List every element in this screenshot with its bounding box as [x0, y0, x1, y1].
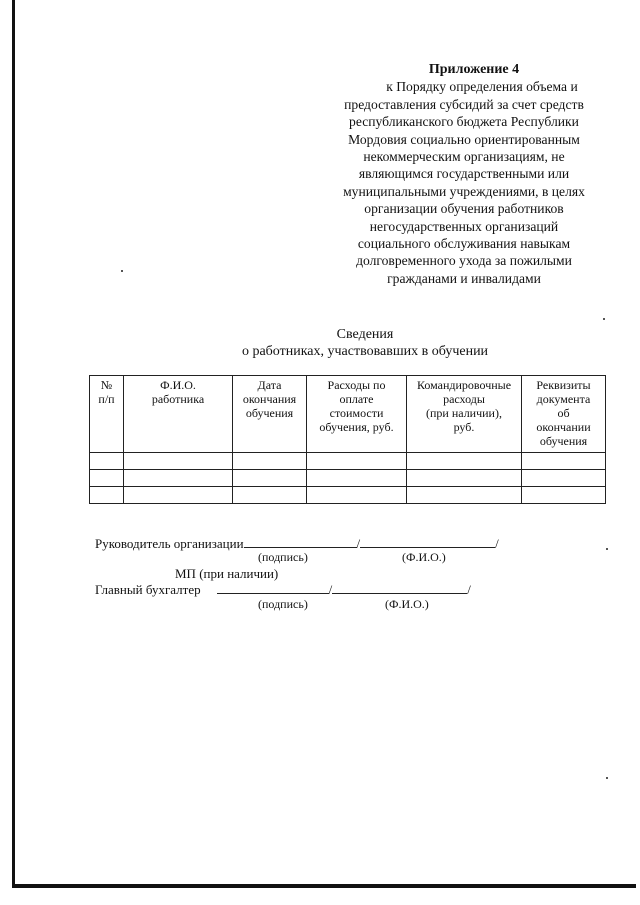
table-cell[interactable] [407, 487, 522, 504]
accountant-name-field[interactable] [332, 581, 467, 594]
appendix-line: некоммерческим организациям, не [363, 149, 565, 165]
table-cell[interactable] [307, 453, 407, 470]
table-cell[interactable] [124, 453, 233, 470]
table-cell[interactable] [522, 487, 606, 504]
col-number: № п/п [90, 376, 124, 453]
appendix-line: негосударственных организаций [369, 218, 559, 234]
col-travel-expenses: Командировочные расходы (при наличии), руб. [407, 376, 522, 453]
col-end-date: Дата окончания обучения [233, 376, 307, 453]
stamp-label: МП (при наличии) [175, 566, 279, 581]
document-heading [200, 326, 530, 360]
col-training-cost: Расходы по оплате стоимости обучения, руб. [307, 376, 407, 453]
appendix-line: Мордовия социально ориентированным [348, 131, 580, 147]
appendix-title: Приложение 4 [428, 62, 520, 77]
appendix-line: социального обслуживания навыкам [357, 236, 571, 252]
table-cell[interactable] [407, 470, 522, 487]
table-cell[interactable] [307, 487, 407, 504]
table-cell[interactable] [90, 470, 124, 487]
appendix-line: долговременного ухода за пожилыми [356, 253, 572, 269]
table-cell[interactable] [233, 453, 307, 470]
heading-subtitle: о работниках, участвовавших в обучении [241, 344, 489, 359]
head-signature-field[interactable] [244, 535, 357, 548]
table-row [90, 453, 606, 470]
head-name-field[interactable] [360, 535, 495, 548]
accountant-name-caption: (Ф.И.О.) [385, 597, 429, 611]
table-cell[interactable] [407, 453, 522, 470]
head-name-caption: (Ф.И.О.) [402, 550, 446, 564]
table-cell[interactable] [124, 470, 233, 487]
table-cell[interactable] [307, 470, 407, 487]
scan-speck [121, 270, 123, 272]
appendix-line: предоставления субсидий за счет средств [344, 96, 584, 112]
appendix-line: организации обучения работников [364, 201, 564, 217]
page-border-left [12, 0, 15, 888]
appendix-line: являющимся государственными или [358, 166, 570, 182]
head-label: Руководитель организации [95, 536, 244, 551]
table-cell[interactable] [90, 453, 124, 470]
table-cell[interactable] [90, 487, 124, 504]
head-signature-caption: (подпись) [258, 550, 308, 564]
appendix-line: республиканского бюджета Республики [349, 114, 579, 130]
table-header-row [90, 376, 606, 453]
appendix-line: муниципальными учреждениями, в целях [343, 183, 585, 199]
accountant-signature-field[interactable] [217, 581, 329, 594]
employees-table [89, 375, 606, 504]
col-fullname: Ф.И.О. работника [124, 376, 233, 453]
appendix-block [318, 60, 610, 287]
accountant-label: Главный бухгалтер [95, 582, 201, 597]
table-cell[interactable] [522, 453, 606, 470]
scan-speck [603, 318, 605, 320]
head-signature-line: Руководитель организации / / [95, 536, 499, 551]
appendix-line: к Порядку определения объема и [386, 79, 578, 95]
table-cell[interactable] [233, 470, 307, 487]
accountant-signature-line: Главный бухгалтер / / [95, 582, 471, 597]
table-row [90, 470, 606, 487]
table-row [90, 487, 606, 504]
heading-title: Сведения [336, 327, 394, 342]
table-cell[interactable] [124, 487, 233, 504]
table-cell[interactable] [522, 470, 606, 487]
accountant-signature-caption: (подпись) [258, 597, 308, 611]
col-document-details: Реквизиты документа об окончании обучения [522, 376, 606, 453]
table-cell[interactable] [233, 487, 307, 504]
scan-speck [606, 777, 608, 779]
scan-speck [606, 548, 608, 550]
page-border-bottom [12, 884, 636, 888]
appendix-line: гражданами и инвалидами [387, 270, 541, 286]
